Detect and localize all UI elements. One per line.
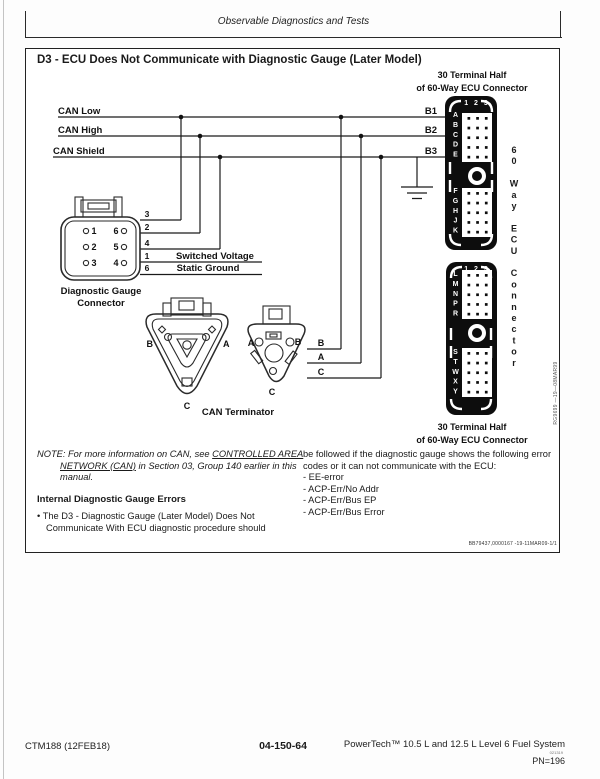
header-rule xyxy=(25,37,562,38)
gauge-wire-6: 6 xyxy=(144,263,150,273)
can-high-label: CAN High xyxy=(58,125,103,136)
diagnostic-gauge-connector xyxy=(61,197,140,280)
ecu-rows-f-k: FGHJK xyxy=(452,188,459,238)
footer-print-code: 021319 xyxy=(549,750,563,755)
wiring-diagram xyxy=(25,48,562,448)
gauge-pin-1: 1 xyxy=(91,226,97,236)
ecu-rows-a-e: ABCDE xyxy=(452,112,459,162)
can-terminator-left-plug xyxy=(146,298,228,394)
gauge-wire-4: 4 xyxy=(144,238,150,248)
note-paragraph xyxy=(37,449,316,484)
internal-errors-bullet xyxy=(37,511,304,534)
gauge-wire-2: 2 xyxy=(144,222,150,232)
terminal-b3-label: B3 xyxy=(424,146,437,157)
left-plug-pin-b: B xyxy=(146,339,153,349)
terminal-b2-label: B2 xyxy=(424,125,437,136)
bullet-marker: • xyxy=(37,511,41,521)
footer-manual-id: CTM188 (12FEB18) xyxy=(25,741,111,752)
left-plug-pin-a: A xyxy=(223,339,230,349)
right-plug-pin-b: B xyxy=(294,337,302,347)
gauge-pin-3: 3 xyxy=(91,258,97,268)
ecu-rows-s-y: STWXY xyxy=(452,349,459,399)
switched-voltage-label: Switched Voltage xyxy=(176,251,254,262)
ecu-column-header-lower: 1 2 3 xyxy=(464,266,490,273)
footer-pn: PN=196 xyxy=(532,756,565,766)
error-code-line: - ACP-Err/Bus EP xyxy=(303,495,377,505)
gauge-connector-label-1: Diagnostic Gauge xyxy=(60,286,142,297)
right-plug-pin-a: A xyxy=(247,338,255,348)
ecu-bottom-caption-1: 30 Terminal Half xyxy=(437,422,507,432)
running-header: Observable Diagnostics and Tests xyxy=(217,16,370,27)
can-shield-label: CAN Shield xyxy=(53,146,105,157)
bullet-text: The D3 - Diagnostic Gauge (Later Model) Does Not Communicate With ECU diagnostic procedure should xyxy=(42,511,266,533)
can-terminator-label: CAN Terminator xyxy=(201,407,275,418)
ecu-top-caption-1: 30 Terminal Half xyxy=(437,70,507,80)
junction-dots xyxy=(179,115,384,160)
error-code-line: - EE-error xyxy=(303,472,344,482)
right-plug-pin-c: C xyxy=(268,387,276,397)
header-rule-left-tick xyxy=(25,11,26,37)
header-rule-right-tick xyxy=(560,11,561,37)
continuation-paragraph: be followed if the diagnostic gauge shows the following error codes or it can not communicate with the ECU: xyxy=(303,449,552,471)
terminator-wire-c: C xyxy=(317,367,325,377)
gauge-pin-2: 2 xyxy=(91,242,97,252)
note-prefix: NOTE: For more information on CAN, see xyxy=(37,449,213,459)
gauge-pin-6: 6 xyxy=(113,226,119,236)
page-scan-edge xyxy=(3,0,4,779)
note-suffix: in Section 03, Group 140 earlier in this manual. xyxy=(60,460,297,482)
footer-page-number: 04-150-64 xyxy=(259,740,307,752)
note-reference-link: CONTROLLED AREA NETWORK (CAN) xyxy=(60,449,304,471)
ecu-column-header-upper: 1 2 3 xyxy=(464,100,490,107)
internal-errors-heading: Internal Diagnostic Gauge Errors xyxy=(37,494,186,505)
static-ground-label: Static Ground xyxy=(176,263,240,274)
ecu-bottom-caption-2: of 60-Way ECU Connector xyxy=(416,435,528,445)
error-code-line: - ACP-Err/Bus Error xyxy=(303,506,385,517)
ecu-top-caption-2: of 60-Way ECU Connector xyxy=(416,83,528,93)
terminator-wire-b: B xyxy=(317,338,325,348)
ecu-side-label: 60 Way ECU Connector xyxy=(509,145,519,369)
right-column-text xyxy=(303,449,566,518)
ecu-rows-l-r: LMNPR xyxy=(452,271,459,321)
gauge-connector-label-2: Connector xyxy=(77,298,125,309)
figure-id: RG9699 —19—08MAR99 xyxy=(553,361,559,425)
gauge-wire-3: 3 xyxy=(144,209,150,219)
error-code-line: - ACP-Err/No Addr xyxy=(303,483,379,494)
gauge-wire-1: 1 xyxy=(144,251,150,261)
terminal-b1-label: B1 xyxy=(424,106,437,117)
gauge-pin-5: 5 xyxy=(113,242,119,252)
diagram-title: D3 - ECU Does Not Communicate with Diagnostic Gauge (Later Model) xyxy=(37,54,422,66)
document-code: BB79437,0000167 -19-11MAR09-1/1 xyxy=(468,541,557,547)
footer-manual-title: PowerTech™ 10.5 L and 12.5 L Level 6 Fuel System xyxy=(343,739,565,750)
gauge-pin-4: 4 xyxy=(113,258,119,268)
can-low-label: CAN Low xyxy=(58,106,101,117)
left-plug-pin-c: C xyxy=(183,401,191,411)
ground-symbol xyxy=(401,157,433,199)
terminator-wire-a: A xyxy=(317,352,325,362)
